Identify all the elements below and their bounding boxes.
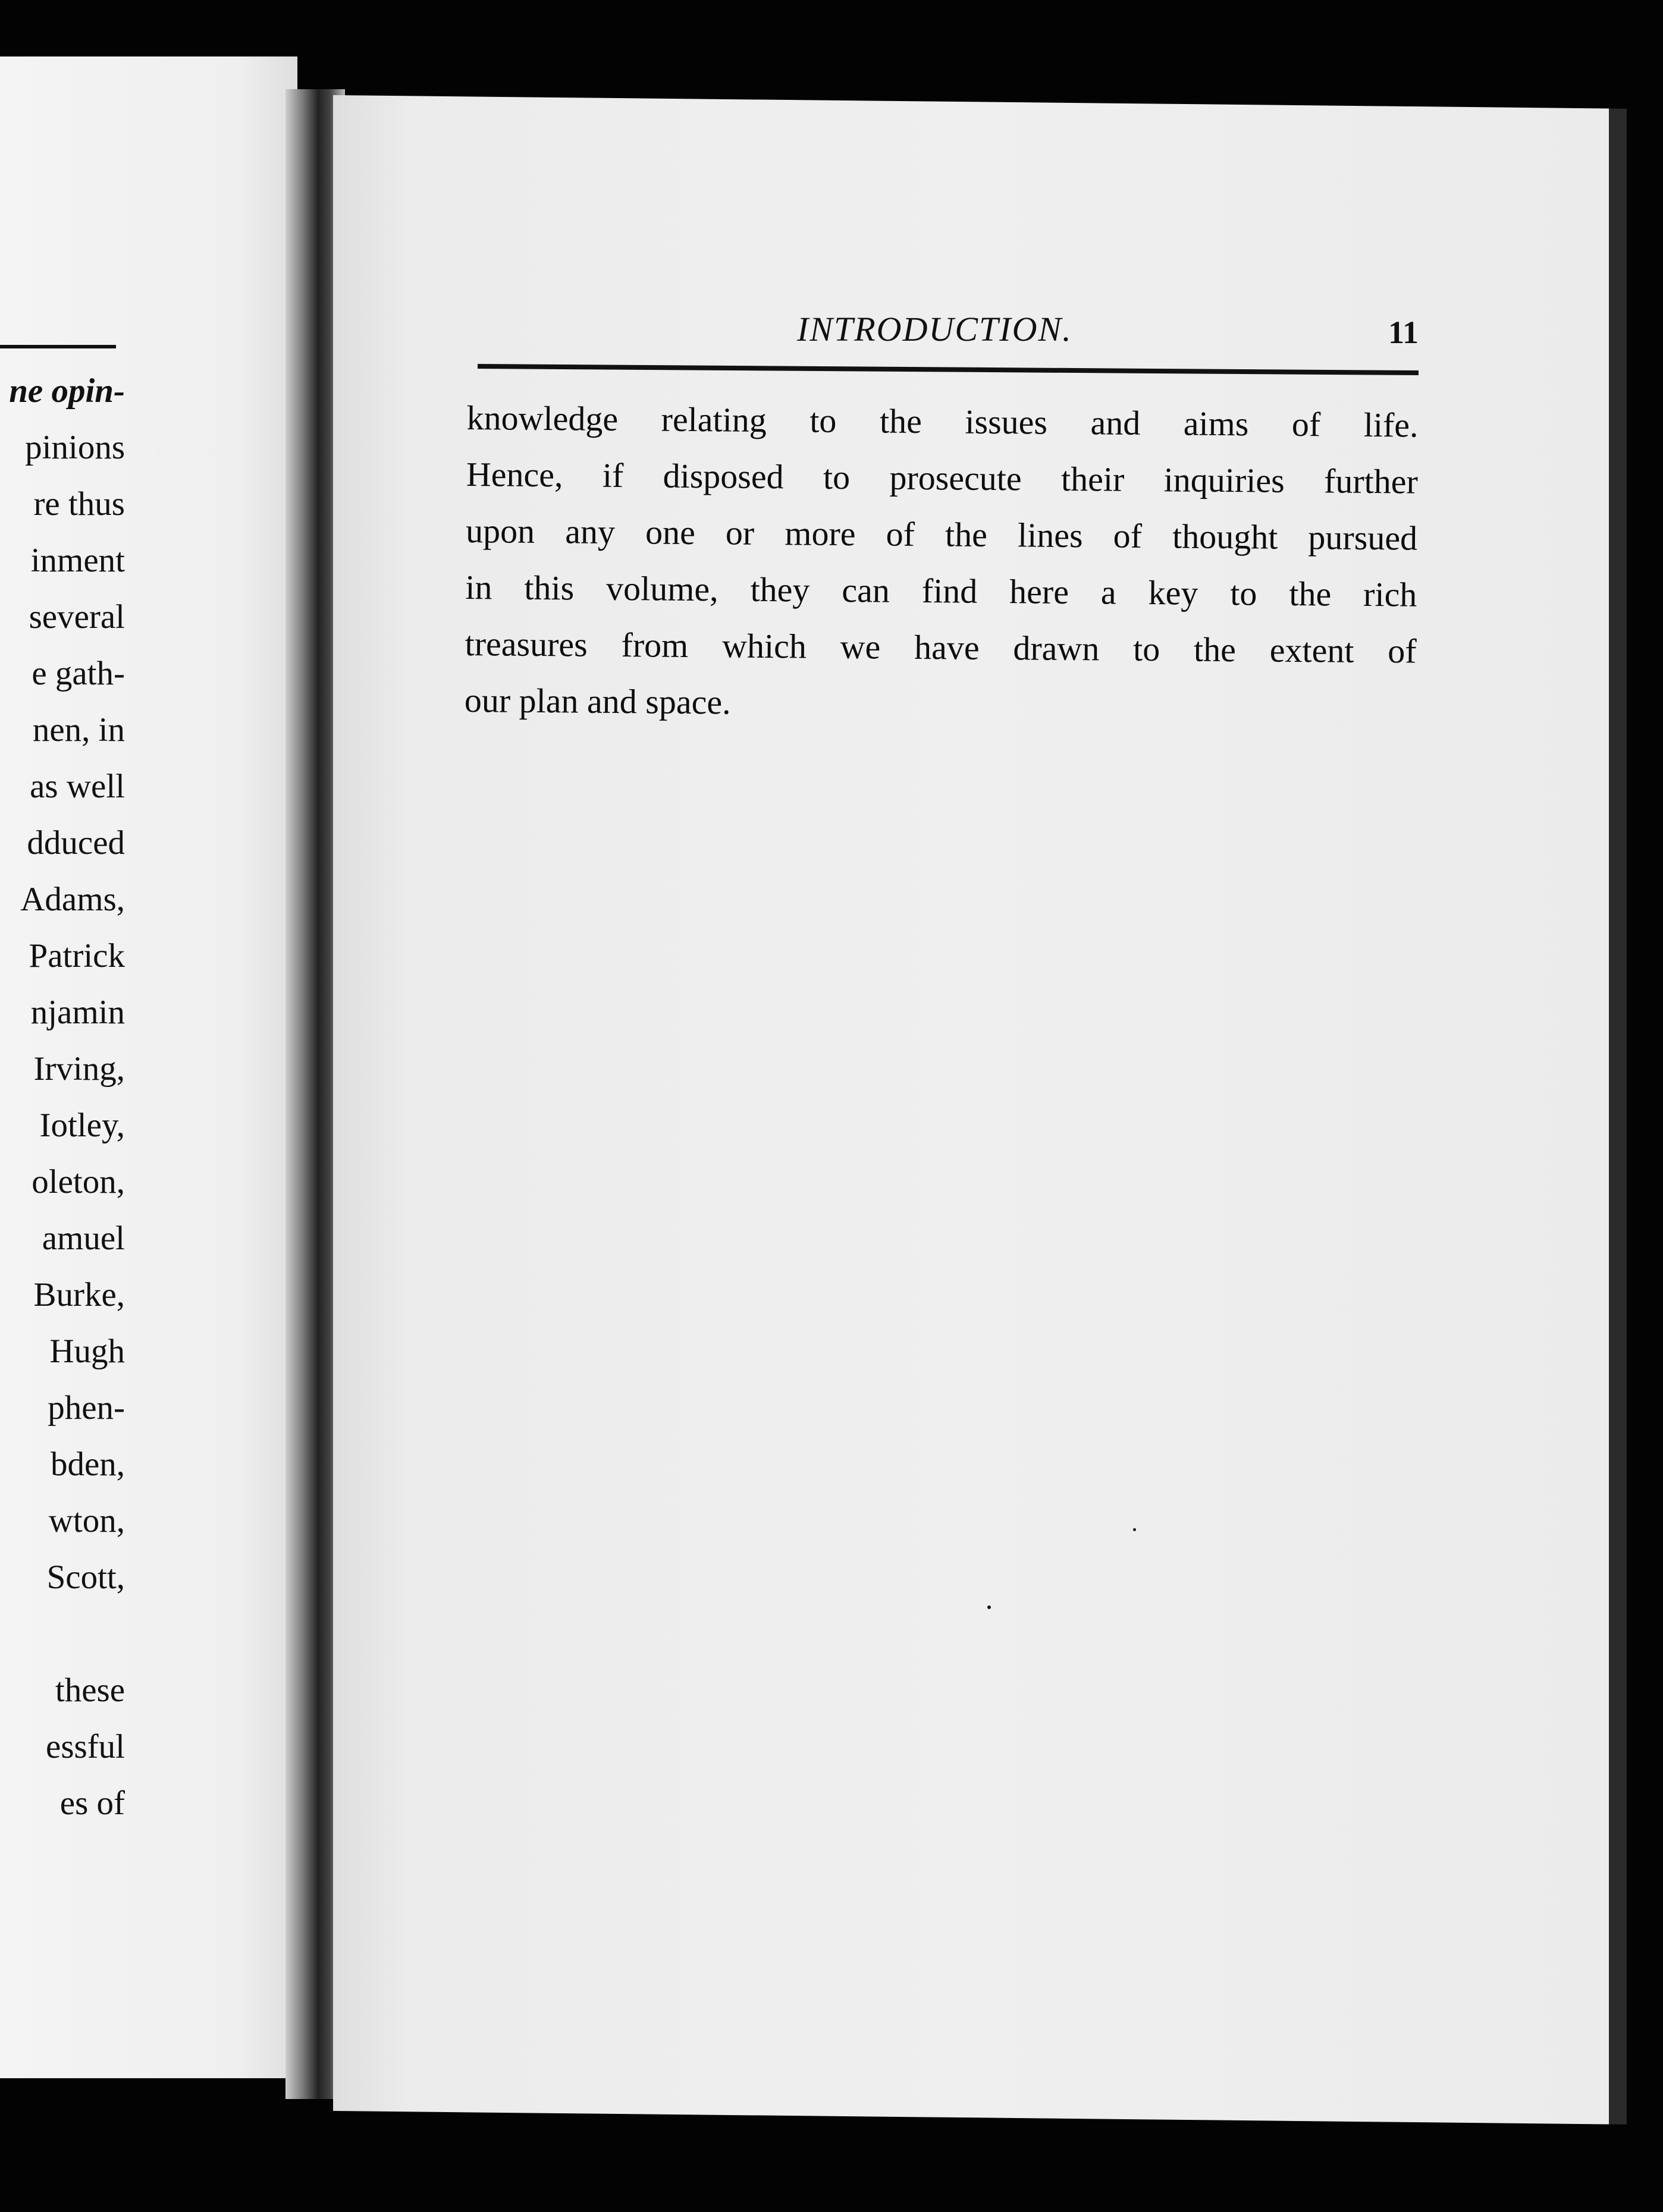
- page-number: 11: [1388, 315, 1419, 350]
- left-fragment: Hugh: [49, 1333, 125, 1370]
- text-line: in this volume, they can find here a key to the rich: [465, 567, 1417, 614]
- left-fragment: es of: [59, 1784, 125, 1822]
- dust-speck: [987, 1605, 991, 1609]
- left-fragment: njamin: [30, 994, 125, 1031]
- left-fragment: Iotley,: [39, 1107, 125, 1144]
- left-fragment: essful: [46, 1728, 125, 1765]
- left-fragment: nen, in: [32, 711, 125, 749]
- left-fragment: amuel: [42, 1220, 125, 1257]
- text-line: upon any one or more of the lines of thought pursued: [465, 511, 1418, 558]
- left-fragment: as well: [30, 768, 125, 805]
- left-fragment: Scott,: [46, 1559, 125, 1596]
- page-header: [479, 309, 1419, 357]
- left-fragment: bden,: [50, 1446, 125, 1483]
- left-fragment: pinions: [25, 429, 125, 466]
- left-fragment: Patrick: [29, 937, 125, 975]
- text-line: treasures from which we have drawn to the extent of: [465, 624, 1417, 671]
- left-fragment: Irving,: [33, 1050, 125, 1088]
- left-page-text-fragments: [0, 363, 125, 1831]
- left-fragment: Adams,: [20, 881, 125, 918]
- left-fragment: wton,: [48, 1502, 125, 1539]
- running-head: INTRODUCTION.: [797, 310, 1072, 348]
- body-paragraph: [465, 389, 1419, 736]
- dust-speck: [1133, 1528, 1136, 1531]
- left-fragment: these: [55, 1671, 125, 1709]
- left-fragment: Burke,: [33, 1276, 125, 1314]
- text-line: knowledge relating to the issues and aims of life.: [466, 398, 1419, 445]
- left-page-header-rule: [0, 345, 116, 348]
- left-fragment: phen-: [48, 1389, 125, 1427]
- text-line: our plan and space.: [464, 680, 731, 722]
- left-fragment: several: [29, 598, 125, 636]
- left-fragment: [0, 1605, 125, 1662]
- left-fragment: oleton,: [32, 1163, 125, 1201]
- left-fragment: ne opin-: [9, 372, 125, 410]
- left-fragment: e gath-: [32, 655, 125, 692]
- left-fragment: dduced: [27, 824, 125, 862]
- text-line: Hence, if disposed to prosecute their inquiries further: [466, 454, 1419, 501]
- left-fragment: re thus: [33, 485, 125, 523]
- left-fragment: inment: [30, 542, 125, 579]
